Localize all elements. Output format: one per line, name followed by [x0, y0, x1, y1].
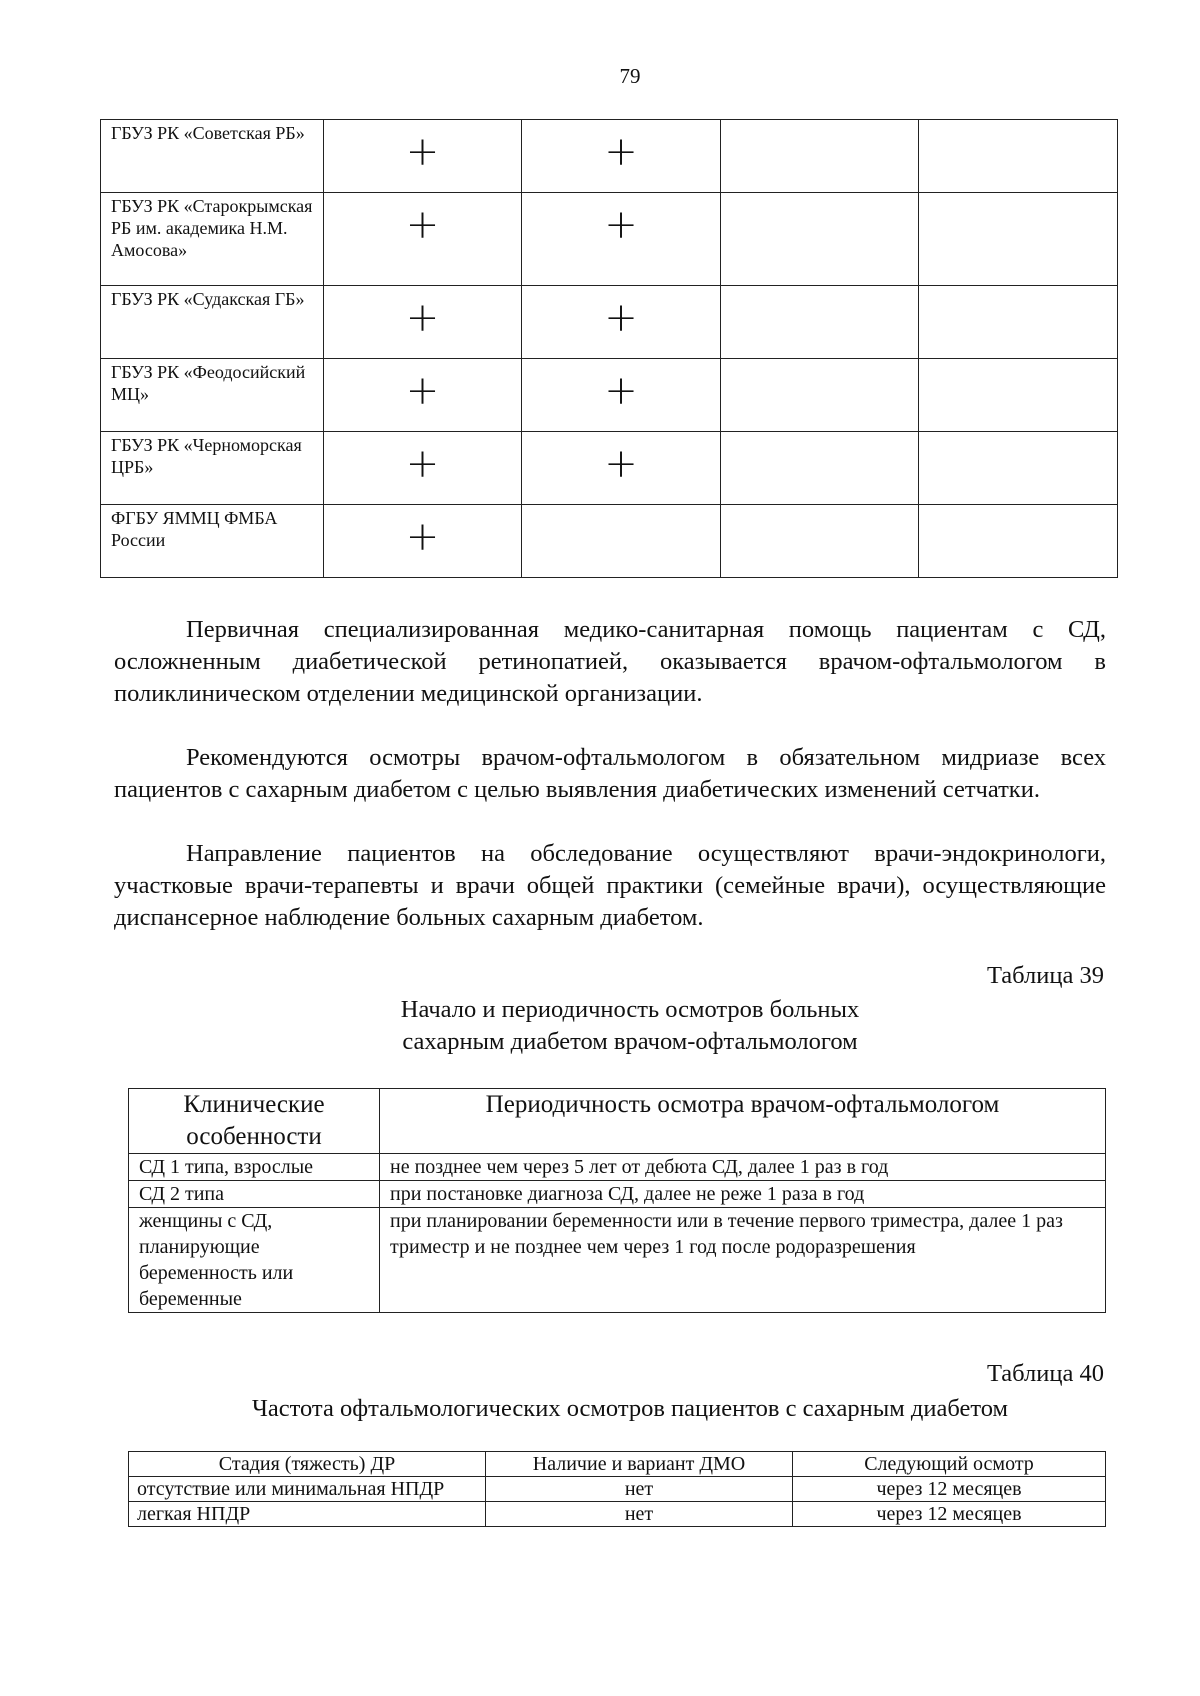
table-39-label: Таблица 39 [986, 962, 1104, 989]
table-cell: женщины с СД, планирующие беременность или беременные [129, 1208, 380, 1313]
paragraph-text: Направление пациентов на обследование осуществляют врачи-эндокринологи, участковые врачи-терапевты и врачи общей практики (семейные врачи), осуществляющие диспансерное наблюдение больных сахарным диабетом. [114, 840, 1106, 931]
table-row [101, 120, 1118, 193]
table-39-title-line-2: сахарным диабетом врачом-офтальмологом [402, 1028, 858, 1055]
plus-mark: + [604, 202, 638, 248]
table-40 [128, 1451, 1106, 1527]
paragraph-primary-care [114, 614, 1106, 710]
mark-cell [522, 120, 721, 193]
empty-cell [720, 432, 919, 505]
plus-mark: + [405, 441, 440, 487]
table-39 [128, 1088, 1106, 1313]
mark-cell [323, 193, 522, 286]
column-header: Периодичность осмотра врачом-офтальмологом [380, 1089, 1106, 1154]
table-cell: при планировании беременности или в течение первого триместра, далее 1 раз триместр и не позднее чем через 1 год после родоразрешения [380, 1208, 1106, 1313]
table-header-row [129, 1089, 1106, 1154]
table-cell: отсутствие или минимальная НПДР [129, 1477, 486, 1502]
mark-cell [522, 193, 721, 286]
facility-name: ГБУЗ РК «Черноморская ЦРБ» [101, 432, 324, 505]
table-row [129, 1208, 1106, 1313]
empty-cell [919, 286, 1118, 359]
table-row [101, 359, 1118, 432]
facility-name: ГБУЗ РК «Судакская ГБ» [101, 286, 324, 359]
plus-mark: + [604, 441, 638, 487]
table-header-row [129, 1452, 1106, 1477]
paragraph-text: Первичная специализированная медико-санитарная помощь пациентам с СД, осложненным диабетической ретинопатией, оказывается врачом-офтальмологом в поликлиническом отделении медицинской организации. [114, 616, 1106, 707]
table-row [129, 1154, 1106, 1181]
mark-cell [323, 432, 522, 505]
table-row [101, 505, 1118, 578]
table-39-title-line-1: Начало и периодичность осмотров больных [400, 996, 860, 1023]
table-cell: СД 2 типа [129, 1181, 380, 1208]
mark-cell [522, 286, 721, 359]
facility-name: ГБУЗ РК «Советская РБ» [101, 120, 324, 193]
page-number: 79 [619, 64, 641, 88]
paragraph-recommendation [114, 742, 1106, 806]
table-row [101, 432, 1118, 505]
table-cell: через 12 месяцев [793, 1502, 1106, 1527]
empty-cell [919, 193, 1118, 286]
table-40-label: Таблица 40 [986, 1360, 1104, 1387]
mark-cell [323, 505, 522, 578]
plus-mark: + [405, 295, 440, 341]
mark-cell [323, 359, 522, 432]
column-header: Следующий осмотр [793, 1452, 1106, 1477]
plus-mark: + [604, 129, 638, 175]
paragraph-text: Рекомендуются осмотры врачом-офтальмологом в обязательном мидриазе всех пациентов с сахарным диабетом с целью выявления диабетических изменений сетчатки. [114, 744, 1106, 803]
plus-mark: + [405, 202, 440, 248]
mark-cell [323, 286, 522, 359]
mark-cell [323, 120, 522, 193]
table-row [129, 1181, 1106, 1208]
empty-cell [919, 359, 1118, 432]
column-header: Стадия (тяжесть) ДР [129, 1452, 486, 1477]
table-row [101, 286, 1118, 359]
table-cell: нет [486, 1502, 793, 1527]
empty-cell [720, 286, 919, 359]
table-cell: СД 1 типа, взрослые [129, 1154, 380, 1181]
table-cell: при постановке диагноза СД, далее не реже 1 раза в год [380, 1181, 1106, 1208]
table-cell: не позднее чем через 5 лет от дебюта СД, далее 1 раз в год [380, 1154, 1106, 1181]
table-row [101, 193, 1118, 286]
plus-mark: + [604, 295, 638, 341]
table-40-title: Частота офтальмологических осмотров пациентов с сахарным диабетом [251, 1395, 1009, 1422]
facility-name: ГБУЗ РК «Старокрымская РБ им. академика Н.М. Амосова» [101, 193, 324, 286]
plus-mark: + [604, 368, 638, 414]
empty-cell [919, 432, 1118, 505]
empty-cell [720, 120, 919, 193]
facility-name: ГБУЗ РК «Феодосийский МЦ» [101, 359, 324, 432]
empty-cell [720, 505, 919, 578]
empty-cell [919, 120, 1118, 193]
paragraph-referral [114, 838, 1106, 934]
empty-cell [720, 359, 919, 432]
column-header: Клинические особенности [129, 1089, 380, 1154]
empty-cell [919, 505, 1118, 578]
facilities-table [100, 119, 1118, 578]
table-cell: через 12 месяцев [793, 1477, 1106, 1502]
plus-mark: + [405, 514, 440, 560]
empty-cell [720, 193, 919, 286]
empty-cell [522, 505, 721, 578]
table-cell: легкая НПДР [129, 1502, 486, 1527]
mark-cell [522, 359, 721, 432]
mark-cell [522, 432, 721, 505]
plus-mark: + [405, 368, 440, 414]
facility-name: ФГБУ ЯММЦ ФМБА России [101, 505, 324, 578]
table-cell: нет [486, 1477, 793, 1502]
plus-mark: + [405, 129, 440, 175]
table-row [129, 1477, 1106, 1502]
table-row [129, 1502, 1106, 1527]
column-header: Наличие и вариант ДМО [486, 1452, 793, 1477]
